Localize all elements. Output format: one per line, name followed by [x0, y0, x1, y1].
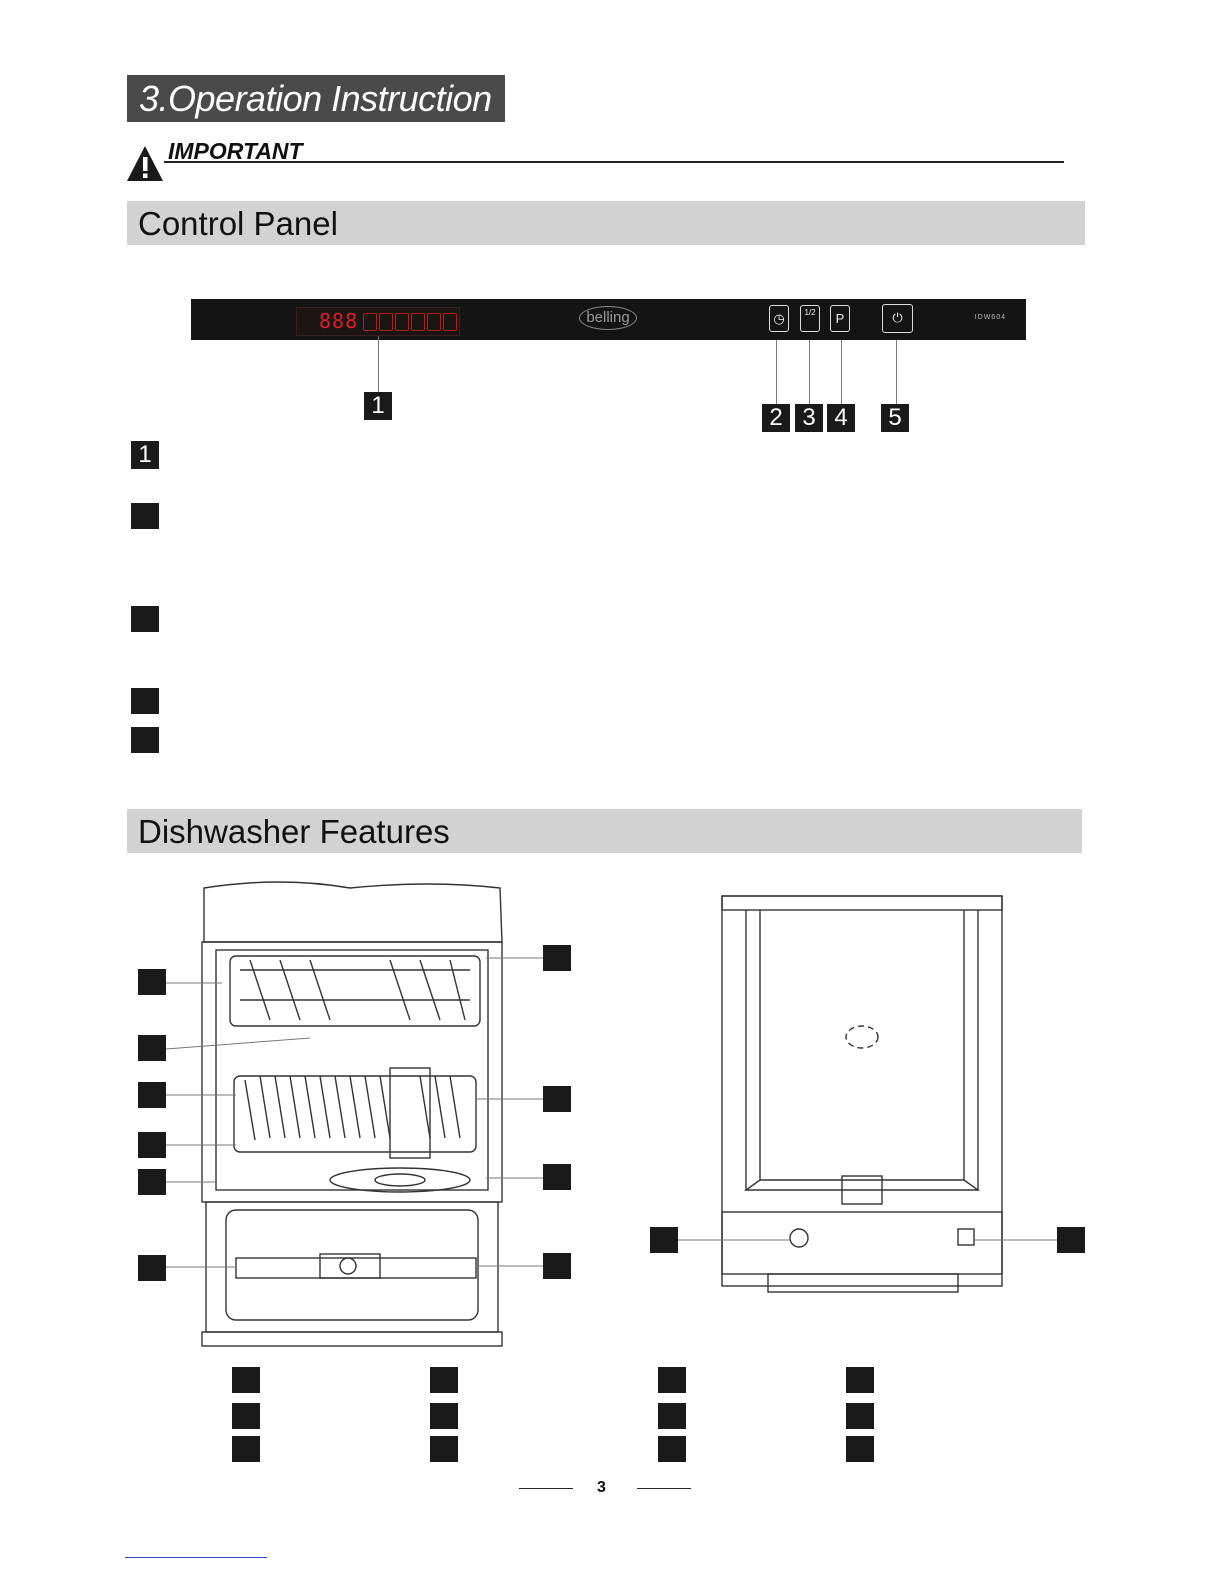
legend-marker — [232, 1436, 260, 1462]
divider — [164, 161, 1064, 163]
callout-4: 4 — [827, 404, 855, 432]
feature-callout — [543, 1253, 571, 1279]
section-title: 3.Operation Instruction — [127, 75, 505, 122]
feature-callout — [138, 1132, 166, 1158]
leader-line — [378, 336, 379, 392]
legend-marker — [430, 1403, 458, 1429]
important-label: IMPORTANT — [168, 138, 303, 164]
callout-5: 5 — [881, 404, 909, 432]
legend-marker — [658, 1367, 686, 1393]
indicator-icon — [379, 313, 393, 331]
features-heading: Dishwasher Features — [127, 809, 1082, 853]
important-notice — [126, 138, 1064, 184]
model-label: IDW604 — [974, 314, 1006, 321]
divider — [519, 1488, 573, 1489]
indicator-icon — [363, 313, 377, 331]
delay-button[interactable] — [769, 305, 789, 332]
indicator-icon — [411, 313, 425, 331]
legend-marker — [658, 1436, 686, 1462]
dishwasher-front-drawing — [130, 880, 580, 1350]
program-button[interactable] — [830, 305, 850, 332]
description-marker — [131, 503, 159, 529]
description-marker-1: 1 — [131, 441, 159, 469]
feature-callout — [543, 1086, 571, 1112]
feature-callout — [543, 945, 571, 971]
legend-marker — [430, 1436, 458, 1462]
program-icon: P — [835, 311, 845, 326]
leader-line — [841, 340, 842, 404]
feature-callout — [650, 1227, 678, 1253]
callout-1: 1 — [364, 392, 392, 420]
brand-logo: belling — [579, 306, 637, 330]
feature-callout — [543, 1164, 571, 1190]
power-icon: ⏻ — [892, 310, 903, 325]
description-marker — [131, 688, 159, 714]
legend-marker — [232, 1367, 260, 1393]
feature-callout — [138, 1169, 166, 1195]
half-load-icon: 1/2 — [804, 308, 816, 317]
legend-marker — [430, 1367, 458, 1393]
warning-icon — [126, 144, 164, 182]
legend-marker — [232, 1403, 260, 1429]
indicator-icon — [427, 313, 441, 331]
footer-rule — [125, 1557, 267, 1558]
leader-line — [809, 340, 810, 404]
power-button[interactable] — [882, 304, 913, 333]
description-marker — [131, 727, 159, 753]
feature-callout — [138, 1255, 166, 1281]
feature-callout — [1057, 1227, 1085, 1253]
description-marker — [131, 606, 159, 632]
callout-2: 2 — [762, 404, 790, 432]
legend-marker — [846, 1436, 874, 1462]
legend-marker — [846, 1367, 874, 1393]
control-panel-heading: Control Panel — [127, 201, 1085, 245]
legend-marker — [658, 1403, 686, 1429]
indicator-icon — [443, 313, 457, 331]
display-window — [296, 307, 460, 336]
callout-3: 3 — [795, 404, 823, 432]
legend-marker — [846, 1403, 874, 1429]
leader-line — [896, 340, 897, 404]
feature-callout — [138, 1082, 166, 1108]
control-panel-illustration — [191, 299, 1026, 340]
feature-callout — [138, 969, 166, 995]
feature-callout — [138, 1035, 166, 1061]
dishwasher-rear-drawing — [640, 890, 1100, 1300]
leader-line — [776, 340, 777, 404]
clock-icon: ◷ — [773, 311, 785, 326]
half-load-button[interactable] — [800, 305, 820, 332]
indicator-icon — [395, 313, 409, 331]
display-digits: 888 — [319, 309, 359, 333]
page-number: 3 — [597, 1479, 606, 1496]
divider — [637, 1488, 691, 1489]
